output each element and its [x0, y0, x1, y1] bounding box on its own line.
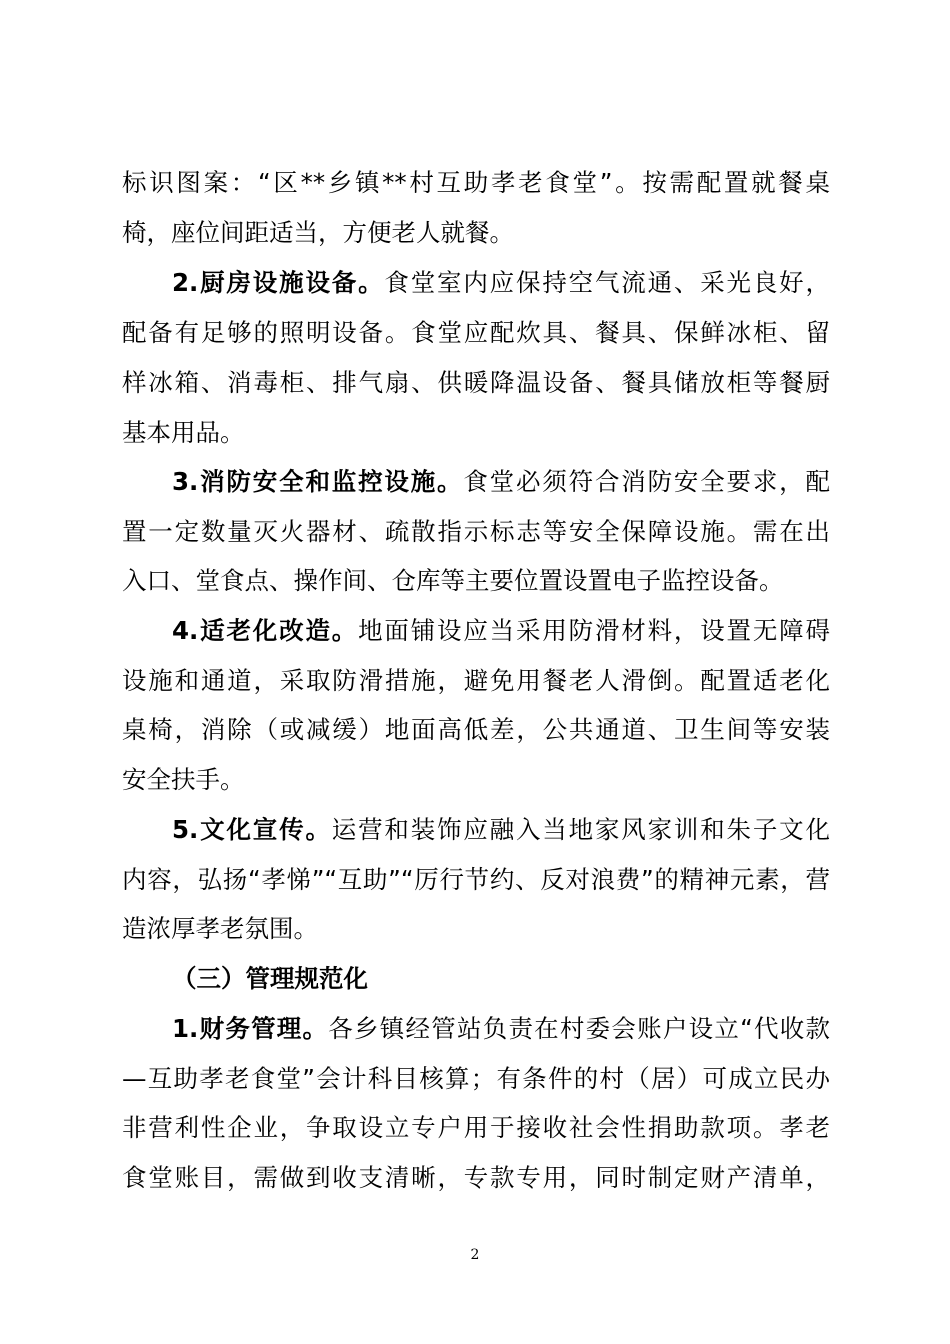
- item-heading: 3.消防安全和监控设施。: [172, 467, 464, 496]
- paragraph-line: [122, 517, 830, 547]
- item-heading: 4.适老化改造。: [172, 616, 359, 645]
- item-heading: 1.财务管理。: [172, 1014, 329, 1043]
- text-run: 安全扶手。: [122, 765, 245, 794]
- paragraph-line: [172, 815, 830, 845]
- text-run: 标识图案：“区**乡镇**村互助孝老食堂”。按需配置就餐桌: [122, 168, 830, 197]
- paragraph-line: [122, 1113, 830, 1143]
- paragraph-line: [122, 368, 830, 398]
- text-run: —互助孝老食堂”会计科目核算；有条件的村（居）可成立民办: [122, 1064, 830, 1093]
- text-run: 内容，弘扬“孝悌”“互助”“厉行节约、反对浪费”的精神元素，营: [122, 865, 830, 894]
- text-run: 食堂室内应保持空气流通、采光良好，: [384, 268, 830, 297]
- text-run: 配备有足够的照明设备。食堂应配炊具、餐具、保鲜冰柜、留: [122, 318, 830, 347]
- paragraph-line: [122, 566, 830, 596]
- text-run: 置一定数量灭火器材、疏散指示标志等安全保障设施。需在出: [122, 517, 830, 546]
- section-title: （三）管理规范化: [172, 964, 368, 993]
- paragraph-line: [122, 715, 830, 745]
- text-run: 运营和装饰应融入当地家风家训和朱子文化: [331, 815, 830, 844]
- paragraph-line: [122, 765, 830, 795]
- text-run: 样冰箱、消毒柜、排气扇、供暖降温设备、餐具储放柜等餐厨: [122, 368, 830, 397]
- paragraph-line: [172, 1014, 830, 1044]
- text-run: 地面铺设应当采用防滑材料，设置无障碍: [358, 616, 831, 645]
- paragraph-line: [122, 418, 830, 448]
- paragraph-line: [122, 218, 830, 248]
- page-number: 2: [470, 1247, 480, 1263]
- text-run: 食堂账目，需做到收支清晰，专款专用，同时制定财产清单，: [122, 1163, 830, 1192]
- paragraph-line: [122, 914, 830, 944]
- text-run: 食堂必须符合消防安全要求，配: [463, 467, 830, 496]
- text-run: 基本用品。: [122, 418, 245, 447]
- paragraph-line: [172, 268, 830, 298]
- paragraph-line: [122, 1064, 830, 1094]
- text-run: 入口、堂食点、操作间、仓库等主要位置设置电子监控设备。: [122, 566, 784, 595]
- item-heading: 5.文化宣传。: [172, 815, 332, 844]
- paragraph-line: [122, 168, 830, 198]
- paragraph-line: [122, 865, 830, 895]
- paragraph-line: [122, 1163, 830, 1193]
- text-run: 椅，座位间距适当，方便老人就餐。: [122, 218, 514, 247]
- paragraph-line: [172, 467, 830, 497]
- paragraph-line: [122, 318, 830, 348]
- text-run: 各乡镇经管站负责在村委会账户设立“代收款: [328, 1014, 830, 1043]
- section-heading: [172, 964, 830, 994]
- paragraph-line: [122, 666, 830, 696]
- text-run: 桌椅，消除（或减缓）地面高低差，公共通道、卫生间等安装: [122, 715, 830, 744]
- text-run: 设施和通道，采取防滑措施，避免用餐老人滑倒。配置适老化: [122, 666, 830, 695]
- item-heading: 2.厨房设施设备。: [172, 268, 385, 297]
- text-run: 造浓厚孝老氛围。: [122, 914, 318, 943]
- text-run: 非营利性企业，争取设立专户用于接收社会性捐助款项。孝老: [122, 1113, 830, 1142]
- paragraph-line: [172, 616, 830, 646]
